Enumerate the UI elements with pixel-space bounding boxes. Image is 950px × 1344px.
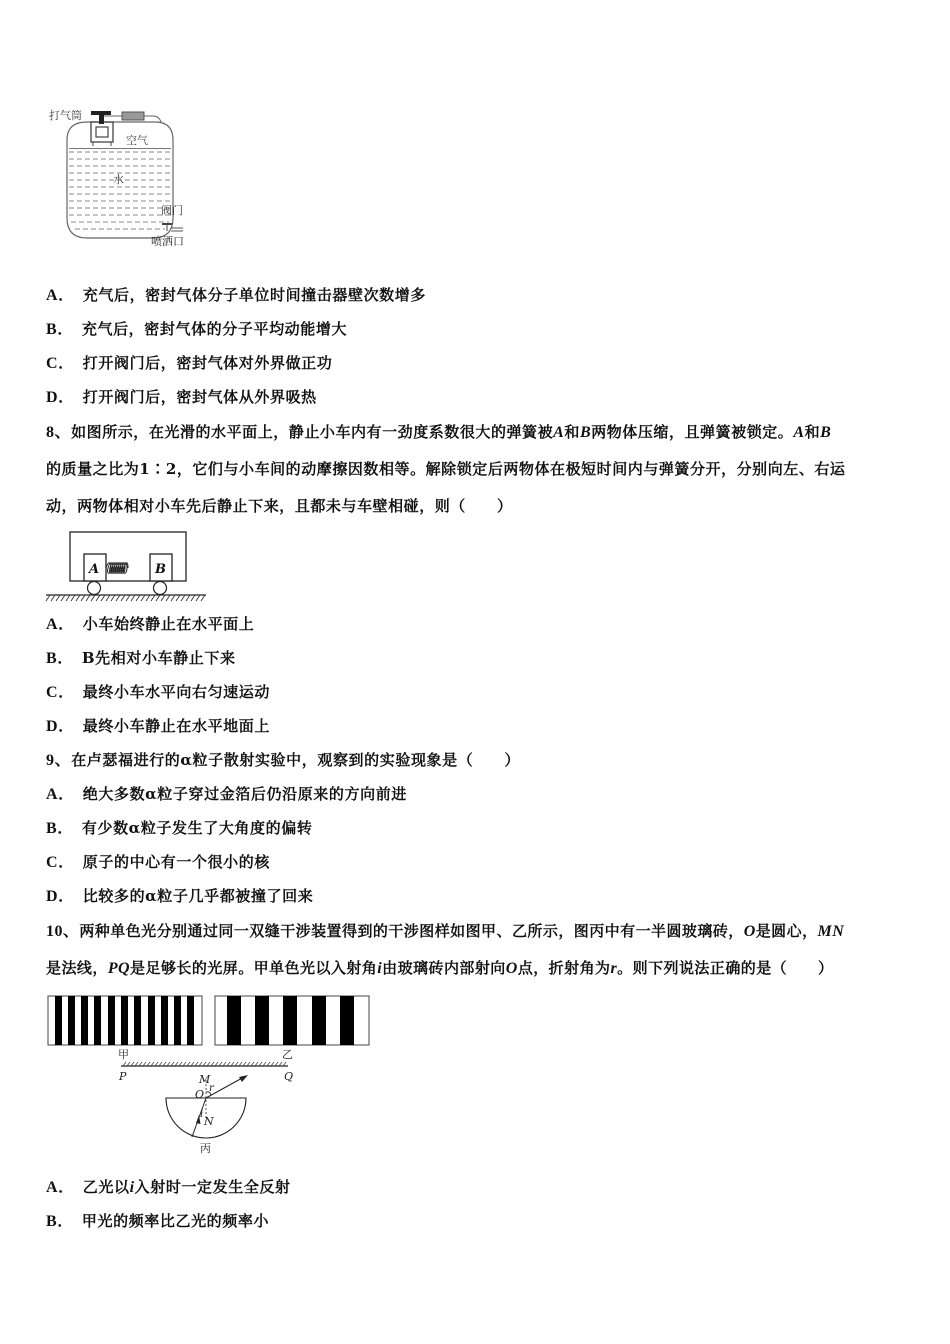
valve-label: 阀门 <box>161 204 183 217</box>
q8-stem-line1: 8、如图所示，在光滑的水平面上，静止小车内有一劲度系数很大的弹簧被A和B两物体压缩，且弹簧被锁定。A和B <box>46 423 832 441</box>
pattern-jia <box>48 996 202 1045</box>
q10-stem-line1: 10、两种单色光分别通过同一双缝干涉装置得到的干涉图样如图甲、乙所示，图丙中有一半圆玻璃砖，O是圆心，MN <box>46 922 845 940</box>
q8-option-d: D． 最终小车静止在水平地面上 <box>46 717 270 735</box>
pump-label: 打气筒 <box>49 109 82 122</box>
q8-option-b: B． B先相对小车静止下来 <box>46 649 236 667</box>
label-yi: 乙 <box>282 1048 293 1061</box>
sprayer-figure <box>45 100 195 250</box>
cart-figure <box>44 528 214 604</box>
q8-stem-line2: 的质量之比为1∶2，它们与小车间的动摩擦因数相等。解除锁定后两物体在极短时间内与弹簧分开，分别向左、右运 <box>46 460 846 478</box>
q9-option-a: A． 绝大多数α粒子穿过金箔后仍沿原来的方向前进 <box>46 785 407 803</box>
q10-option-a: A． 乙光以i入射时一定发生全反射 <box>46 1178 291 1196</box>
pattern-yi <box>215 996 369 1045</box>
block-a-label: A <box>89 562 100 577</box>
q7-option-b: B． 充气后，密封气体的分子平均动能增大 <box>46 320 348 338</box>
q7-option-c: C． 打开阀门后，密封气体对外界做正功 <box>46 354 333 372</box>
label-r: r <box>209 1083 214 1094</box>
label-bing: 丙 <box>200 1142 211 1155</box>
label-m: M <box>199 1073 211 1086</box>
label-p: P <box>119 1070 127 1083</box>
label-q: Q <box>284 1070 294 1083</box>
block-b-label: B <box>155 562 166 577</box>
interference-figure <box>46 995 376 1160</box>
q9-option-b: B． 有少数α粒子发生了大角度的偏转 <box>46 819 313 837</box>
q9-option-d: D． 比较多的α粒子几乎都被撞了回来 <box>46 887 314 905</box>
water-label: 水 <box>113 173 124 186</box>
label-jia: 甲 <box>118 1048 129 1061</box>
air-label: 空气 <box>126 134 148 147</box>
q10-option-b: B． 甲光的频率比乙光的频率小 <box>46 1212 270 1230</box>
label-i: i <box>200 1109 204 1120</box>
q7-option-d: D． 打开阀门后，密封气体从外界吸热 <box>46 388 317 406</box>
label-n: N <box>204 1115 214 1128</box>
q8-option-a: A． 小车始终静止在水平面上 <box>46 615 255 633</box>
q7-option-a: A． 充气后，密封气体分子单位时间撞击器壁次数增多 <box>46 286 426 304</box>
q9-stem: 9、在卢瑟福进行的α粒子散射实验中，观察到的实验现象是（ ） <box>46 751 521 769</box>
q9-option-c: C． 原子的中心有一个很小的核 <box>46 853 270 871</box>
q8-stem-line3: 动，两物体相对小车先后静止下来，且都未与车壁相碰，则（ ） <box>46 497 513 515</box>
q10-stem-line2: 是法线，PQ是足够长的光屏。甲单色光以入射角i由玻璃砖内部射向O点，折射角为r。则下列说法正确的是（ ） <box>46 959 834 977</box>
q8-option-c: C． 最终小车水平向右匀速运动 <box>46 683 270 701</box>
label-o: O <box>195 1088 205 1101</box>
nozzle-label: 喷洒口 <box>151 235 184 248</box>
